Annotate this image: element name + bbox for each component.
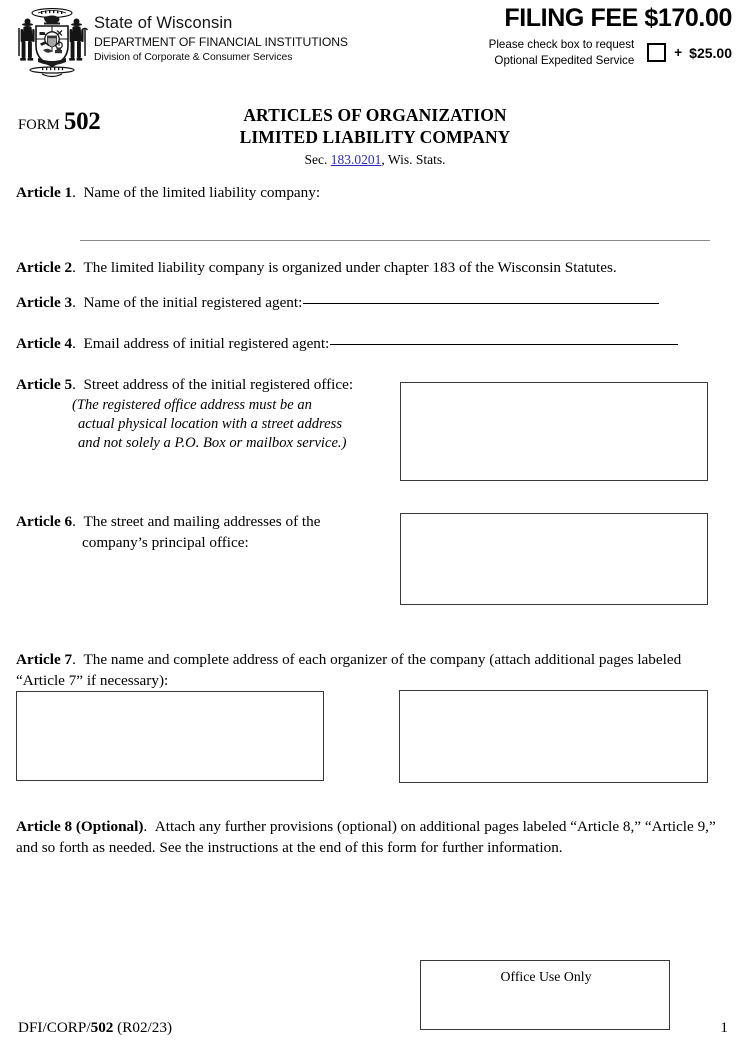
- article-5-label: Article 5: [16, 376, 73, 393]
- expedited-instruction-line1: Please check box to request: [488, 38, 635, 51]
- statute-citation: [0, 151, 750, 169]
- article-5-text: Street address of the initial registered office:: [83, 376, 354, 393]
- article-7-label: Article 7: [16, 651, 73, 668]
- office-use-only-box: [420, 960, 670, 1030]
- statute-link[interactable]: 183.0201: [330, 152, 382, 167]
- article-1-sep: .: [72, 184, 76, 201]
- department-name: DEPARTMENT OF FINANCIAL INSTITUTIONS: [94, 35, 348, 49]
- article-4-text: Email address of initial registered agent:: [83, 335, 330, 352]
- office-use-only-label: Office Use Only: [500, 969, 592, 984]
- article-3: [16, 293, 726, 314]
- article-2: [16, 258, 726, 279]
- footer-prefix: DFI/CORP/: [18, 1019, 91, 1036]
- article-5-address-box[interactable]: [400, 382, 708, 481]
- footer-form-number: 502: [90, 1019, 114, 1036]
- form-identifier-footer: [18, 1019, 172, 1037]
- article-7-text: The name and complete address of each organizer of the company (attach additional pages: [83, 651, 634, 668]
- statute-suffix: , Wis. Stats.: [381, 152, 446, 167]
- article-2-text: The limited liability company is organized under chapter 183 of the Wisconsin Statutes.: [83, 259, 617, 276]
- wisconsin-state-seal-icon: [16, 6, 88, 80]
- article-8: [16, 817, 716, 858]
- page-header: [0, 0, 750, 92]
- agency-identity: [94, 14, 348, 65]
- expedited-service-row: [412, 37, 732, 68]
- article-2-label: Article 2: [16, 259, 73, 276]
- article-7-organizer-box-left[interactable]: [16, 691, 324, 781]
- article-1-input-line[interactable]: [80, 240, 710, 241]
- article-5-note-line2: actual physical location with a street address: [78, 415, 343, 432]
- article-7: [16, 650, 706, 691]
- page-number: 1: [720, 1019, 728, 1036]
- article-3-input-line[interactable]: [303, 303, 659, 304]
- article-6-address-box[interactable]: [400, 513, 708, 605]
- statute-prefix: Sec.: [304, 152, 331, 167]
- article-1-label: Article 1: [16, 184, 73, 201]
- expedited-service-instruction: [489, 37, 635, 68]
- expedited-service-checkbox[interactable]: [647, 43, 666, 62]
- form-number: 502: [63, 108, 101, 135]
- article-8-text-line2: “Article 9,” and so forth as needed. See the instructions at the end of this form for further information.: [16, 818, 716, 856]
- article-4-sep: .: [72, 335, 76, 352]
- article-5-note-line1: (The registered office address must be an: [72, 396, 312, 413]
- article-8-label: Article 8 (Optional): [16, 818, 144, 835]
- article-4-label: Article 4: [16, 335, 73, 352]
- page-title-line1: ARTICLES OF ORGANIZATION: [243, 105, 507, 125]
- article-2-sep: .: [72, 259, 76, 276]
- expedited-fee-amount: $25.00: [689, 44, 732, 61]
- expedited-instruction-line2: Optional Expedited Service: [494, 53, 635, 67]
- form-word-label: FORM: [18, 117, 60, 133]
- article-7-organizer-box-right[interactable]: [399, 690, 708, 783]
- page-title-line2: LIMITED LIABILITY COMPANY: [239, 127, 511, 147]
- article-5-sep: .: [72, 376, 76, 393]
- document-title-block: [0, 104, 750, 169]
- article-4: [16, 334, 726, 355]
- article-7-text-line2: labeled “Article 7” if necessary):: [16, 651, 682, 689]
- article-3-label: Article 3: [16, 294, 73, 311]
- filing-fee-amount: FILING FEE $170.00: [504, 4, 732, 32]
- article-3-sep: .: [72, 294, 76, 311]
- article-5-note: [72, 396, 396, 453]
- article-6-label: Article 6: [16, 513, 73, 530]
- state-name: State of Wisconsin: [94, 14, 233, 32]
- footer-revision: (R02/23): [113, 1019, 173, 1036]
- division-name: Division of Corporate & Consumer Services: [94, 52, 293, 63]
- article-1-text: Name of the limited liability company:: [83, 184, 321, 201]
- article-7-sep: .: [72, 651, 76, 668]
- article-8-text: Attach any further provisions (optional) on additional pages labeled “Article 8,”: [154, 818, 642, 835]
- article-3-text: Name of the initial registered agent:: [83, 294, 303, 311]
- article-5: [16, 375, 396, 453]
- article-6: [16, 512, 396, 553]
- article-1: [16, 183, 716, 204]
- fee-block: [412, 4, 732, 68]
- article-6-text: The street and mailing addresses of the: [83, 513, 321, 530]
- article-5-note-line3: and not solely a P.O. Box or mailbox service.): [78, 434, 347, 451]
- plus-icon: +: [674, 45, 683, 60]
- article-4-input-line[interactable]: [330, 344, 678, 345]
- article-6-sep: .: [72, 513, 76, 530]
- article-8-sep: .: [143, 818, 148, 835]
- article-6-text-line2: company’s principal office:: [82, 533, 249, 551]
